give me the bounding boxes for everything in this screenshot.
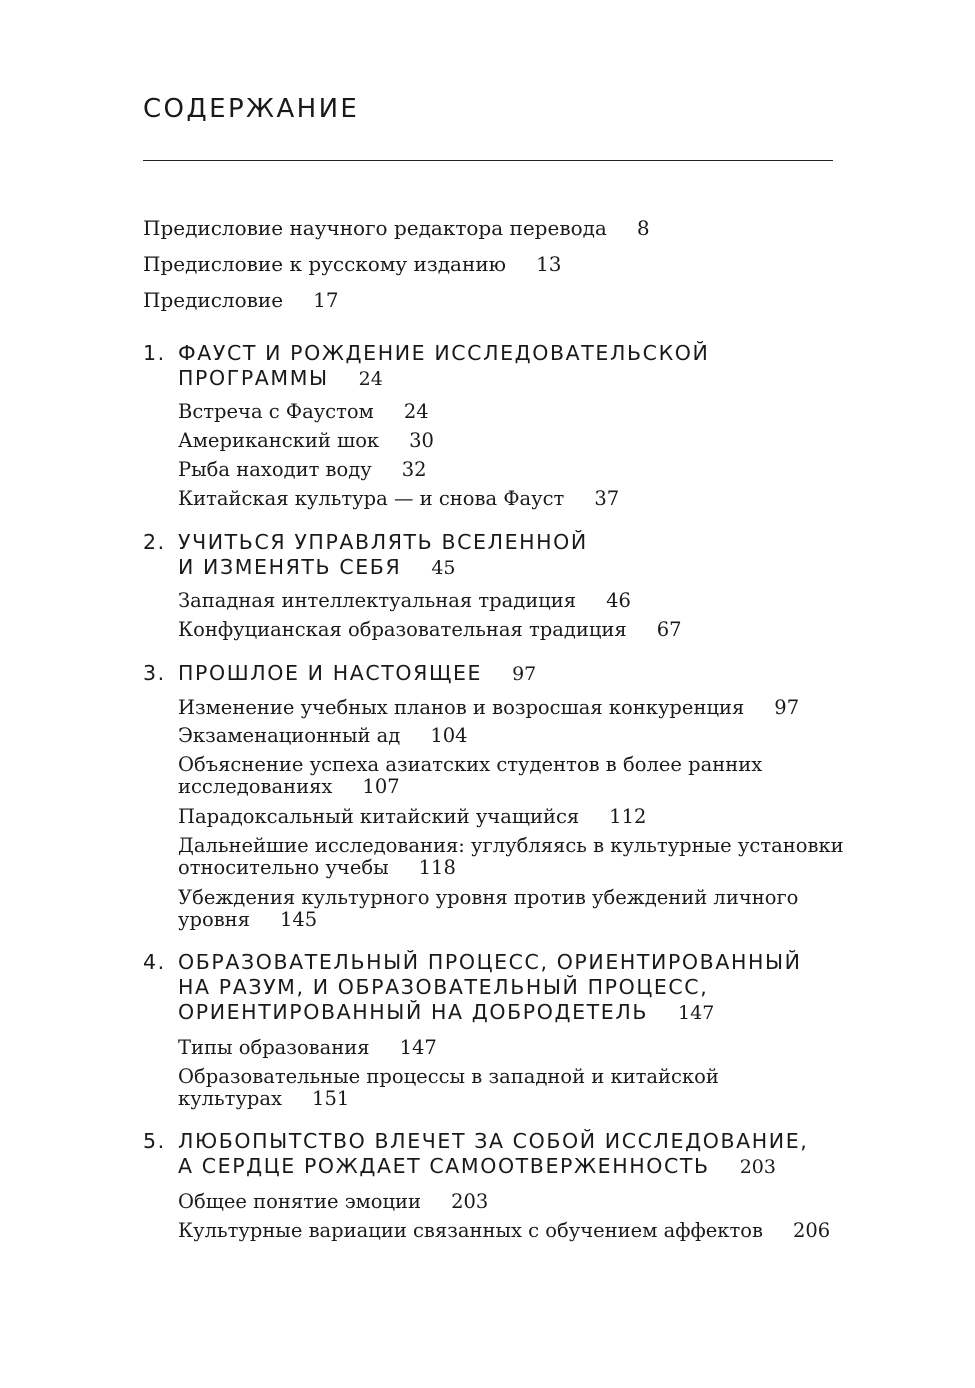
toc-item-label: Предисловие <box>143 288 284 312</box>
section-title: Изменение учебных планов и возросшая конкуренция <box>178 696 745 719</box>
chapter-title-line: И ИЗМЕНЯТЬ СЕБЯ <box>178 555 402 579</box>
section-title: Конфуцианская образовательная традиция <box>178 618 627 641</box>
toc-chapter[interactable] <box>143 530 588 581</box>
section-page: 37 <box>594 487 620 510</box>
toc-chapter[interactable] <box>143 341 709 392</box>
section-page: 32 <box>401 458 427 481</box>
toc-front-item[interactable] <box>143 289 339 311</box>
section-title: Встреча с Фаустом <box>178 400 374 423</box>
section-page: 145 <box>279 908 318 931</box>
chapter-page: 203 <box>739 1156 776 1178</box>
section-title: Типы образования <box>178 1036 370 1059</box>
toc-section[interactable] <box>178 459 427 481</box>
chapter-title-line: УЧИТЬСЯ УПРАВЛЯТЬ ВСЕЛЕННОЙ <box>178 530 588 554</box>
chapter-number: 3. <box>143 661 166 685</box>
chapter-title-line: ОРИЕНТИРОВАННЫЙ НА ДОБРОДЕТЕЛЬ <box>178 1000 649 1024</box>
toc-section[interactable] <box>178 590 631 612</box>
chapter-title-line: ЛЮБОПЫТСТВО ВЛЕЧЕТ ЗА СОБОЙ ИССЛЕДОВАНИЕ, <box>178 1129 809 1153</box>
toc-item-page: 8 <box>636 216 650 240</box>
section-page: 67 <box>656 618 682 641</box>
section-title: уровня <box>178 908 250 931</box>
section-page: 104 <box>430 724 468 747</box>
chapter-title-line: ПРОГРАММЫ <box>178 366 329 390</box>
section-title: Рыба находит воду <box>178 458 372 481</box>
toc-chapter[interactable] <box>143 950 802 1026</box>
chapter-title-line: НА РАЗУМ, И ОБРАЗОВАТЕЛЬНЫЙ ПРОЦЕСС, <box>178 975 709 999</box>
chapter-number: 2. <box>143 530 166 554</box>
section-title: Дальнейшие исследования: углубляясь в культурные установки <box>178 834 844 857</box>
toc-section[interactable] <box>178 1037 437 1059</box>
chapter-number: 5. <box>143 1129 166 1153</box>
toc-section[interactable] <box>178 806 646 828</box>
section-title: Убеждения культурного уровня против убеждений личного <box>178 886 799 909</box>
section-page: 147 <box>399 1036 437 1059</box>
toc-section[interactable] <box>178 835 844 879</box>
toc-item-page: 13 <box>536 252 562 276</box>
toc-front-item[interactable] <box>143 253 562 275</box>
section-title: относительно учебы <box>178 856 389 879</box>
section-title: Западная интеллектуальная традиция <box>178 589 577 612</box>
section-title: Образовательные процессы в западной и китайской <box>178 1065 719 1088</box>
toc-section[interactable] <box>178 1220 830 1242</box>
chapter-page: 147 <box>678 1002 715 1024</box>
toc-section[interactable] <box>178 1191 488 1213</box>
toc-chapter[interactable] <box>143 661 536 687</box>
chapter-title-line: ПРОШЛОЕ И НАСТОЯЩЕЕ <box>178 661 483 685</box>
chapter-title-line: ОБРАЗОВАТЕЛЬНЫЙ ПРОЦЕСС, ОРИЕНТИРОВАННЫЙ <box>178 950 802 974</box>
section-page: 24 <box>403 400 429 423</box>
section-page: 203 <box>451 1190 489 1213</box>
section-title: исследованиях <box>178 775 333 798</box>
section-title: Американский шок <box>178 429 380 452</box>
toc-section[interactable] <box>178 488 619 510</box>
toc-section[interactable] <box>178 619 682 641</box>
toc-section[interactable] <box>178 887 798 931</box>
title-divider <box>143 160 833 161</box>
section-title: Культурные вариации связанных с обучением аффектов <box>178 1219 763 1242</box>
chapter-page: 97 <box>512 663 537 685</box>
toc-item-label: Предисловие к русскому изданию <box>143 252 507 276</box>
section-title: Парадоксальный китайский учащийся <box>178 805 580 828</box>
section-page: 112 <box>609 805 647 828</box>
section-page: 30 <box>409 429 434 452</box>
chapter-number: 4. <box>143 950 166 974</box>
toc-item-label: Предисловие научного редактора перевода <box>143 216 607 240</box>
chapter-number: 1. <box>143 341 166 365</box>
section-title: Объяснение успеха азиатских студентов в более ранних <box>178 753 763 776</box>
toc-section[interactable] <box>178 697 799 719</box>
section-page: 46 <box>606 589 631 612</box>
toc-section[interactable] <box>178 1066 719 1110</box>
toc-item-page: 17 <box>313 288 339 312</box>
page-title: СОДЕРЖАНИЕ <box>143 94 360 124</box>
toc-chapter[interactable] <box>143 1129 808 1180</box>
chapter-page: 45 <box>431 557 456 579</box>
chapter-page: 24 <box>358 368 383 390</box>
section-page: 97 <box>774 696 800 719</box>
section-page: 206 <box>792 1219 831 1242</box>
toc-section[interactable] <box>178 401 429 423</box>
section-page: 107 <box>362 775 400 798</box>
toc-section[interactable] <box>178 430 434 452</box>
section-page: 151 <box>312 1087 350 1110</box>
section-title: Экзаменационный ад <box>178 724 401 747</box>
chapter-title-line: А СЕРДЦЕ РОЖДАЕТ САМООТВЕРЖЕННОСТЬ <box>178 1154 710 1178</box>
chapter-title-line: ФАУСТ И РОЖДЕНИЕ ИССЛЕДОВАТЕЛЬСКОЙ <box>178 341 710 365</box>
toc-section[interactable] <box>178 725 468 747</box>
section-page: 118 <box>418 856 456 879</box>
section-title: Общее понятие эмоции <box>178 1190 422 1213</box>
section-title: культурах <box>178 1087 283 1110</box>
section-title: Китайская культура — и снова Фауст <box>178 487 565 510</box>
toc-section[interactable] <box>178 754 762 798</box>
toc-front-item[interactable] <box>143 217 650 239</box>
